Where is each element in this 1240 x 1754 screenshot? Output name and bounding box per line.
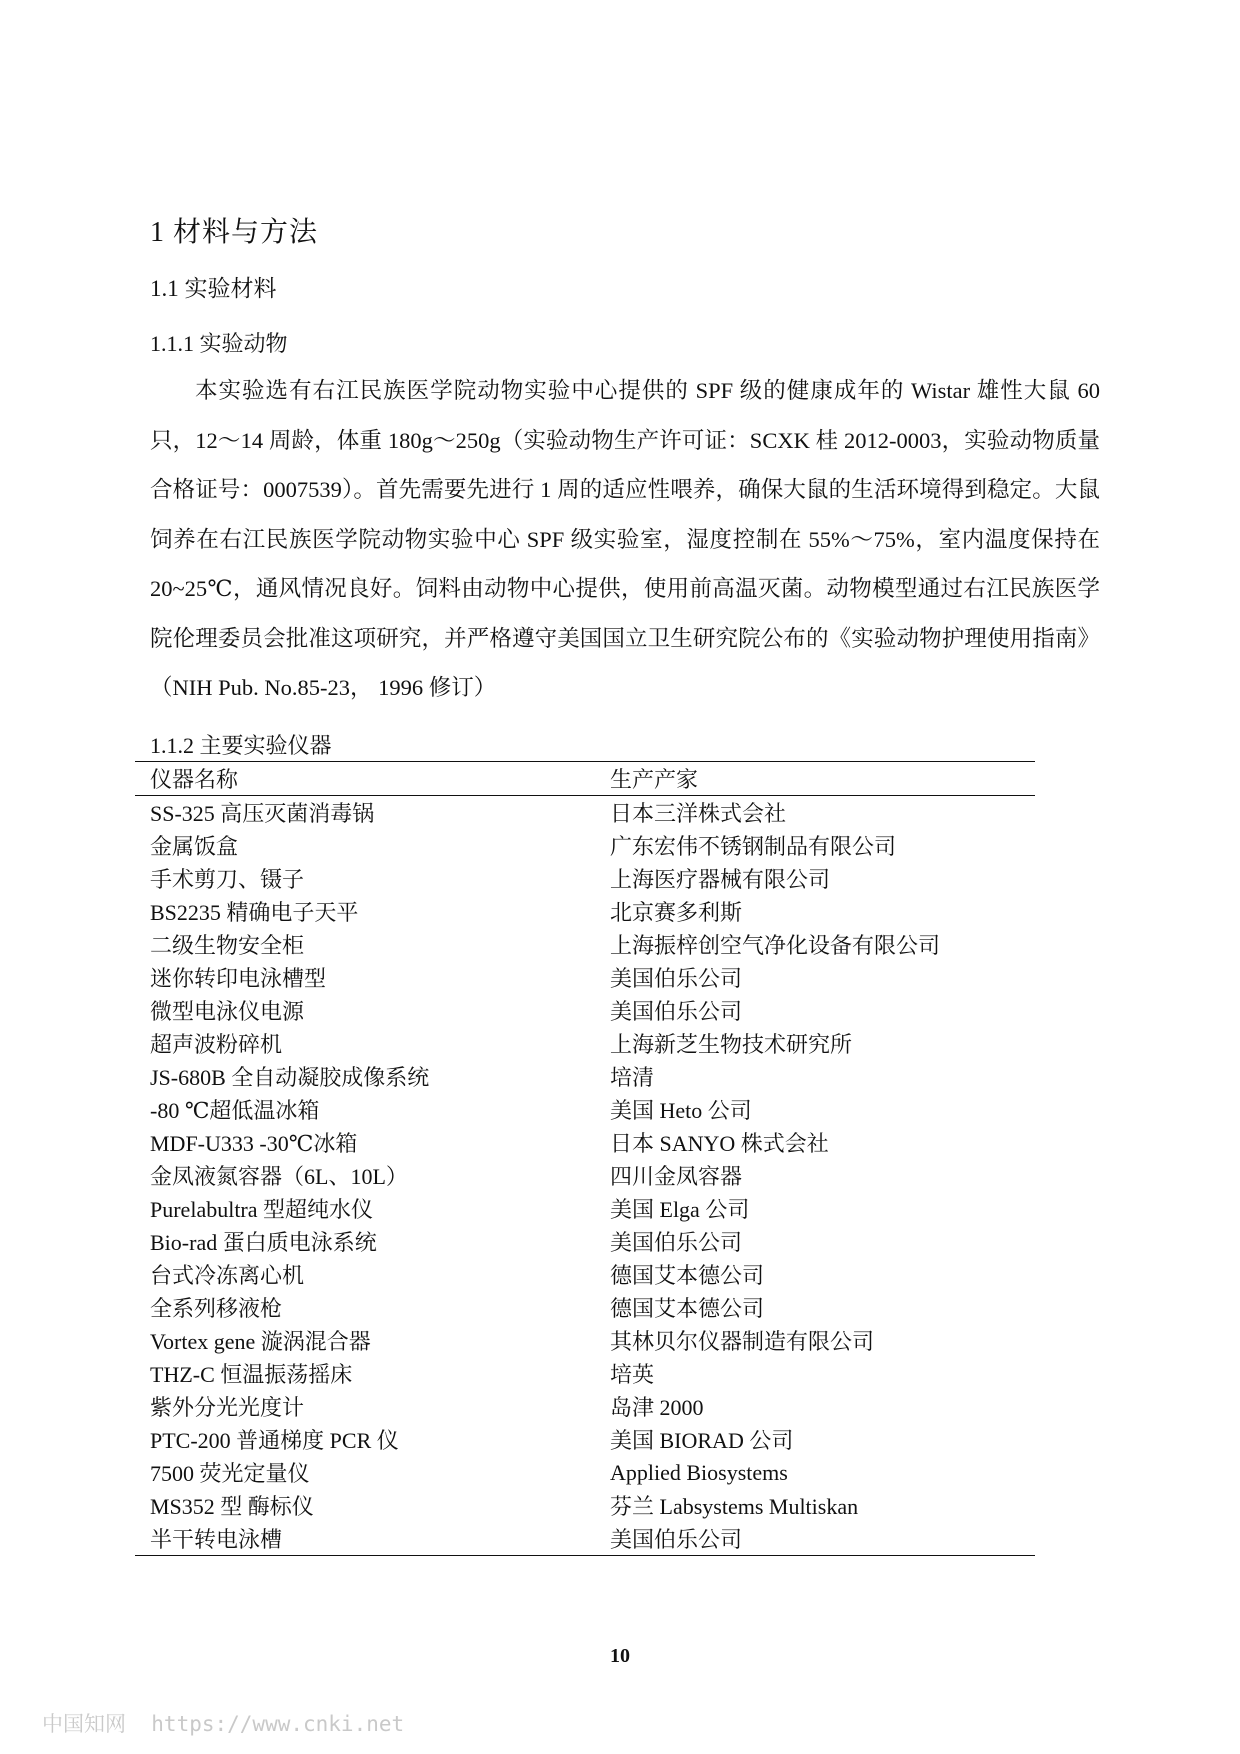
table-row bbox=[135, 1522, 1035, 1556]
instrument-name-cell: MDF-U333 -30℃冰箱 bbox=[150, 1131, 358, 1156]
instrument-name-cell: -80 ℃超低温冰箱 bbox=[150, 1098, 320, 1123]
instrument-name-cell: BS2235 精确电子天平 bbox=[150, 900, 359, 925]
table-caption: 1.1.2 主要实验仪器 bbox=[150, 733, 332, 758]
table-row bbox=[135, 1324, 1035, 1357]
table-header bbox=[135, 762, 1035, 796]
manufacturer-cell: 美国伯乐公司 bbox=[595, 1522, 1035, 1556]
manufacturer-cell: 四川金凤容器 bbox=[610, 1164, 743, 1189]
instrument-name-cell: 紫外分光光度计 bbox=[150, 1395, 305, 1420]
manufacturer-cell: Applied Biosystems bbox=[610, 1459, 788, 1485]
manufacturer-cell: 日本 SANYO 株式会社 bbox=[610, 1131, 829, 1156]
table-row bbox=[135, 1390, 1035, 1423]
manufacturer-cell: 美国伯乐公司 bbox=[610, 1230, 743, 1255]
table-row bbox=[135, 1225, 1035, 1258]
manufacturer-cell: 德国艾本德公司 bbox=[610, 1263, 765, 1288]
instrument-name-cell: SS-325 高压灭菌消毒锅 bbox=[150, 801, 375, 826]
manufacturer-cell: 美国 Heto 公司 bbox=[610, 1098, 752, 1123]
table-row bbox=[135, 1060, 1035, 1093]
manufacturer-cell: 美国伯乐公司 bbox=[610, 966, 743, 991]
manufacturer-cell: 培清 bbox=[610, 1065, 655, 1090]
instrument-table-wrapper bbox=[135, 761, 1035, 1556]
table-row bbox=[135, 895, 1035, 928]
instrument-name-cell: MS352 型 酶标仪 bbox=[150, 1494, 314, 1519]
instrument-name-cell: 半干转电泳槽 bbox=[135, 1522, 595, 1556]
instrument-name-cell: 超声波粉碎机 bbox=[150, 1032, 283, 1057]
manufacturer-cell: 上海医疗器械有限公司 bbox=[610, 867, 831, 892]
manufacturer-cell: 德国艾本德公司 bbox=[610, 1296, 765, 1321]
instrument-name-cell: Bio-rad 蛋白质电泳系统 bbox=[150, 1230, 377, 1255]
manufacturer-cell: 岛津 2000 bbox=[610, 1395, 704, 1420]
table-row bbox=[135, 1159, 1035, 1192]
manufacturer-cell: 上海振梓创空气净化设备有限公司 bbox=[610, 933, 941, 958]
table-row bbox=[135, 994, 1035, 1027]
instrument-name-cell: JS-680B 全自动凝胶成像系统 bbox=[150, 1065, 430, 1090]
table-row bbox=[135, 1027, 1035, 1060]
manufacturer-cell: 日本三洋株式会社 bbox=[610, 801, 787, 826]
table-row bbox=[135, 1456, 1035, 1489]
table-row bbox=[135, 1357, 1035, 1390]
instrument-name-cell: 迷你转印电泳槽型 bbox=[150, 966, 327, 991]
table-row bbox=[135, 961, 1035, 994]
table-row bbox=[135, 862, 1035, 895]
column-header-instrument: 仪器名称 bbox=[135, 762, 595, 796]
table-row bbox=[135, 1126, 1035, 1159]
manufacturer-cell: 广东宏伟不锈钢制品有限公司 bbox=[610, 834, 897, 859]
table-row bbox=[135, 1423, 1035, 1456]
instrument-name-cell: THZ-C 恒温振荡摇床 bbox=[150, 1362, 353, 1387]
manufacturer-cell: 芬兰 Labsystems Multiskan bbox=[610, 1494, 859, 1519]
table-row bbox=[135, 1093, 1035, 1126]
manufacturer-cell: 北京赛多利斯 bbox=[610, 900, 743, 925]
instrument-name-cell: Vortex gene 漩涡混合器 bbox=[150, 1329, 371, 1354]
instrument-name-cell: 微型电泳仪电源 bbox=[150, 999, 305, 1024]
instrument-name-cell: 金属饭盒 bbox=[150, 834, 239, 859]
instrument-name-cell: 7500 荧光定量仪 bbox=[150, 1461, 310, 1486]
table-row bbox=[135, 1291, 1035, 1324]
page-number: 10 bbox=[610, 1645, 630, 1667]
section-heading: 1 材料与方法 bbox=[150, 217, 319, 248]
column-header-manufacturer: 生产产家 bbox=[595, 762, 1035, 796]
table-body bbox=[135, 796, 1035, 1556]
instrument-name-cell: 全系列移液枪 bbox=[150, 1296, 283, 1321]
instrument-name-cell: 金凤液氮容器（6L、10L） bbox=[150, 1164, 408, 1189]
table-row bbox=[135, 1489, 1035, 1522]
instrument-name-cell: Purelabultra 型超纯水仪 bbox=[150, 1197, 374, 1222]
instrument-name-cell: 二级生物安全柜 bbox=[150, 933, 305, 958]
table-row bbox=[135, 1258, 1035, 1291]
table-row bbox=[135, 796, 1035, 830]
table-row bbox=[135, 829, 1035, 862]
manufacturer-cell: 上海新芝生物技术研究所 bbox=[610, 1032, 853, 1057]
manufacturer-cell: 其林贝尔仪器制造有限公司 bbox=[610, 1329, 875, 1354]
manufacturer-cell: 美国 Elga 公司 bbox=[610, 1197, 750, 1222]
manufacturer-cell: 培英 bbox=[610, 1362, 655, 1387]
instrument-name-cell: 台式冷冻离心机 bbox=[150, 1263, 305, 1288]
subsection-heading: 1.1 实验材料 bbox=[150, 276, 277, 301]
instrument-name-cell: 手术剪刀、镊子 bbox=[150, 867, 305, 892]
instrument-table bbox=[135, 761, 1035, 1556]
table-row bbox=[135, 1192, 1035, 1225]
manufacturer-cell: 美国 BIORAD 公司 bbox=[610, 1428, 794, 1453]
subsubsection-heading: 1.1.1 实验动物 bbox=[150, 331, 288, 356]
instrument-name-cell: PTC-200 普通梯度 PCR 仪 bbox=[150, 1428, 399, 1453]
table-header-row bbox=[135, 762, 1035, 796]
watermark: 中国知网 https://www.cnki.net bbox=[42, 1712, 405, 1736]
table-row bbox=[135, 928, 1035, 961]
manufacturer-cell: 美国伯乐公司 bbox=[610, 999, 743, 1024]
body-paragraph: 本实验选有右江民族医学院动物实验中心提供的 SPF 级的健康成年的 Wistar 雄性大鼠 60 只，12～14 周龄，体重 180g～250g（实验动物生产许可证：SCXK 桂 2012-0003，实验动物质量合格证号：0007539）。首先需要先进行 1 周的适应性喂养，确保大鼠的生活环境得到稳定。大鼠饲养在右江民族医学院动物实验中心 SPF 级实验室，湿度控制在 55%～75%，室内温度保持在 20~25℃，通风情况良好。饲料由动物中心提供，使用前高温灭菌。动物模型通过右江民族医学院伦理委员会批准这项研究，并严格遵守美国国立卫生研究院公布的《实验动物护理使用指南》（NIH Pub. No.85-23， 1996 修订） bbox=[150, 378, 1100, 700]
